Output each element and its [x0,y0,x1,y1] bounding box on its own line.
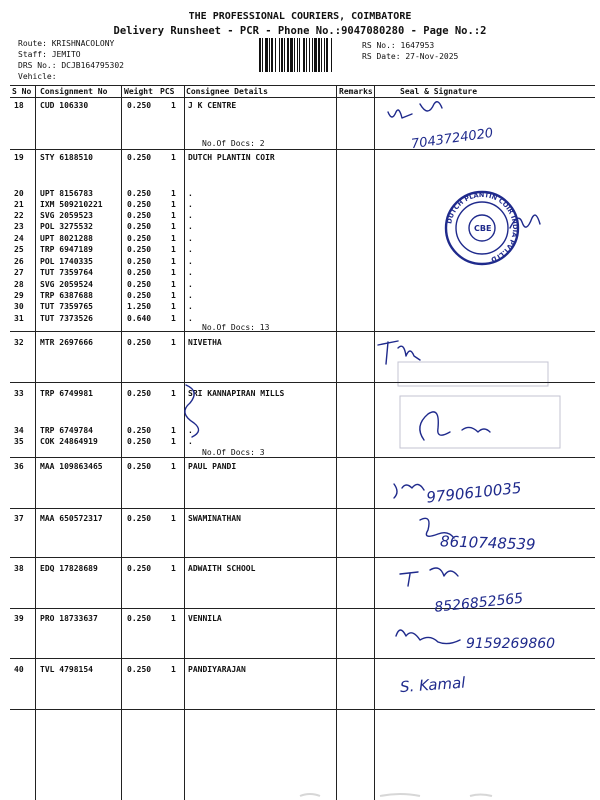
pcs: 1 [171,338,176,347]
handwritten-phone: 9159269860 [466,636,556,652]
weight: 0.250 [127,200,152,209]
pcs: 1 [171,462,176,471]
pcs: 1 [171,200,176,209]
signature-scribble [388,102,442,118]
sno: 27 [14,268,24,277]
pcs: 1 [171,426,176,435]
weight: 0.250 [127,234,152,243]
sno: 35 [14,437,24,446]
consignment-no: COK 24864919 [40,437,98,446]
consignee: . [188,257,193,266]
weight: 0.250 [127,257,152,266]
company-title: THE PROFESSIONAL COURIERS, COIMBATORE [188,11,412,22]
consignment-no: UPT 8021288 [40,234,93,243]
sno: 30 [14,302,24,311]
sno: 29 [14,291,24,300]
docs-count: No.Of Docs: 3 [202,448,265,457]
weight: 0.640 [127,314,152,323]
pcs: 1 [171,268,176,277]
sno: 34 [14,426,24,435]
weight: 0.250 [127,222,152,231]
rs-date: RS Date: 27-Nov-2025 [362,52,459,61]
sno: 24 [14,234,24,243]
handwritten-name: S. Kamal [399,673,467,697]
handwritten-phone: 9790610035 [425,478,523,507]
weight: 0.250 [127,514,152,523]
handwritten-phone: 8526852565 [433,590,524,616]
consignment-no: TUT 7359764 [40,268,93,277]
sno: 19 [14,153,24,162]
consignment-no: TVL 4798154 [40,665,93,674]
row-marker-scribble [185,385,199,437]
weight: 0.250 [127,389,152,398]
company-stamp [445,191,519,264]
pcs: 1 [171,302,176,311]
consignee: . [188,314,193,323]
consignment-no: POL 1740335 [40,257,93,266]
staff-label: Staff: JEMITO [18,50,81,59]
consignee: . [188,189,193,198]
sno: 22 [14,211,24,220]
vehicle-label: Vehicle: [18,72,57,81]
consignment-no: SVG 2059523 [40,211,93,220]
sno: 25 [14,245,24,254]
sno: 33 [14,389,24,398]
col-pcs: PCS [160,87,175,96]
runsheet-subtitle: Delivery Runsheet - PCR - Phone No.:9047080280 - Page No.:2 [113,25,487,37]
weight: 0.250 [127,153,152,162]
consignment-no: PRO 18733637 [40,614,98,623]
pcs: 1 [171,389,176,398]
consignment-no: TRP 6947189 [40,245,93,254]
sno: 37 [14,514,24,523]
pcs: 1 [171,189,176,198]
sno: 39 [14,614,24,623]
weight: 0.250 [127,665,152,674]
pcs: 1 [171,291,176,300]
pcs: 1 [171,101,176,110]
consignee: J K CENTRE [188,101,237,110]
weight: 0.250 [127,245,152,254]
weight: 0.250 [127,101,152,110]
signature-scribble [394,484,424,498]
consignment-no: CUD 106330 [40,101,89,110]
signature-scribble [396,630,460,644]
consignment-no: MAA 650572317 [40,514,103,523]
consignee: . [188,200,193,209]
consignee: . [188,302,193,311]
pcs: 1 [171,245,176,254]
sno: 32 [14,338,24,347]
pcs: 1 [171,314,176,323]
sno: 31 [14,314,24,323]
rs-number: RS No.: 1647953 [362,41,435,50]
consignment-no: TUT 7359765 [40,302,93,311]
consignment-no: TRP 6387688 [40,291,93,300]
col-remarks: Remarks [339,87,373,96]
weight: 1.250 [127,302,152,311]
consignee: . [188,280,193,289]
consignment-no: POL 3275532 [40,222,93,231]
consignee: . [188,245,193,254]
signature-scribble [400,568,458,586]
faded-marks [300,794,492,796]
pcs: 1 [171,280,176,289]
consignment-no: IXM 509210221 [40,200,103,209]
handwritten-phone: 8610748539 [439,532,536,554]
pcs: 1 [171,211,176,220]
docs-count: No.Of Docs: 13 [202,323,270,332]
sno: 18 [14,101,24,110]
sno: 23 [14,222,24,231]
route-label: Route: KRISHNACOLONY [18,39,115,48]
col-weight: Weight [124,87,153,96]
consignment-no: TRP 6749784 [40,426,93,435]
consignment-no: STY 6188510 [40,153,93,162]
consignee: . [188,291,193,300]
svg-text:CBE: CBE [474,224,492,233]
pcs: 1 [171,665,176,674]
faded-stamp [398,362,560,448]
consignee: SWAMINATHAN [188,514,241,523]
sno: 26 [14,257,24,266]
pcs: 1 [171,257,176,266]
weight: 0.250 [127,614,152,623]
weight: 0.250 [127,268,152,277]
sno: 40 [14,665,24,674]
consignee: SRI KANNAPIRAN MILLS [188,389,285,398]
consignee: VENNILA [188,614,222,623]
consignment-no: SVG 2059524 [40,280,93,289]
pcs: 1 [171,564,176,573]
col-seal: Seal & Signature [400,87,478,96]
docs-count: No.Of Docs: 2 [202,139,265,148]
sno: 38 [14,564,24,573]
col-consignee: Consignee Details [186,87,268,96]
consignee: . [188,268,193,277]
consignment-no: UPT 8156783 [40,189,93,198]
sno: 36 [14,462,24,471]
drs-number: DRS No.: DCJB164795302 [18,61,124,70]
consignee: PANDIYARAJAN [188,665,246,674]
consignment-no: TUT 7373526 [40,314,93,323]
col-sno: S No [12,87,32,96]
weight: 0.250 [127,437,152,446]
consignee: PAUL PANDI [188,462,237,471]
consignee: . [188,426,193,435]
pcs: 1 [171,153,176,162]
weight: 0.250 [127,338,152,347]
consignment-no: MTR 2697666 [40,338,93,347]
consignee: . [188,234,193,243]
weight: 0.250 [127,189,152,198]
consignee: . [188,437,193,446]
weight: 0.250 [127,211,152,220]
consignee: DUTCH PLANTIN COIR [188,153,275,162]
signature-scribble [378,341,420,364]
consignment-no: MAA 109863465 [40,462,103,471]
pcs: 1 [171,222,176,231]
consignee: ADWAITH SCHOOL [188,564,256,573]
signature-scribble [420,412,490,440]
weight: 0.250 [127,291,152,300]
pcs: 1 [171,514,176,523]
pcs: 1 [171,614,176,623]
svg-text:DUTCH PLANTIN COIR INDIA PVT.L: DUTCH PLANTIN COIR INDIA PVT.LTD [445,190,520,264]
weight: 0.250 [127,564,152,573]
consignee: . [188,211,193,220]
consignee: . [188,222,193,231]
weight: 0.250 [127,280,152,289]
sno: 28 [14,280,24,289]
col-consignment: Consignment No [40,87,108,96]
handwritten-phone: 7043724020 [410,125,495,153]
weight: 0.250 [127,462,152,471]
consignment-no: TRP 6749981 [40,389,93,398]
sno: 20 [14,189,24,198]
consignment-no: EDQ 17828689 [40,564,98,573]
weight: 0.250 [127,426,152,435]
sno: 21 [14,200,24,209]
pcs: 1 [171,437,176,446]
pcs: 1 [171,234,176,243]
consignee: NIVETHA [188,338,222,347]
